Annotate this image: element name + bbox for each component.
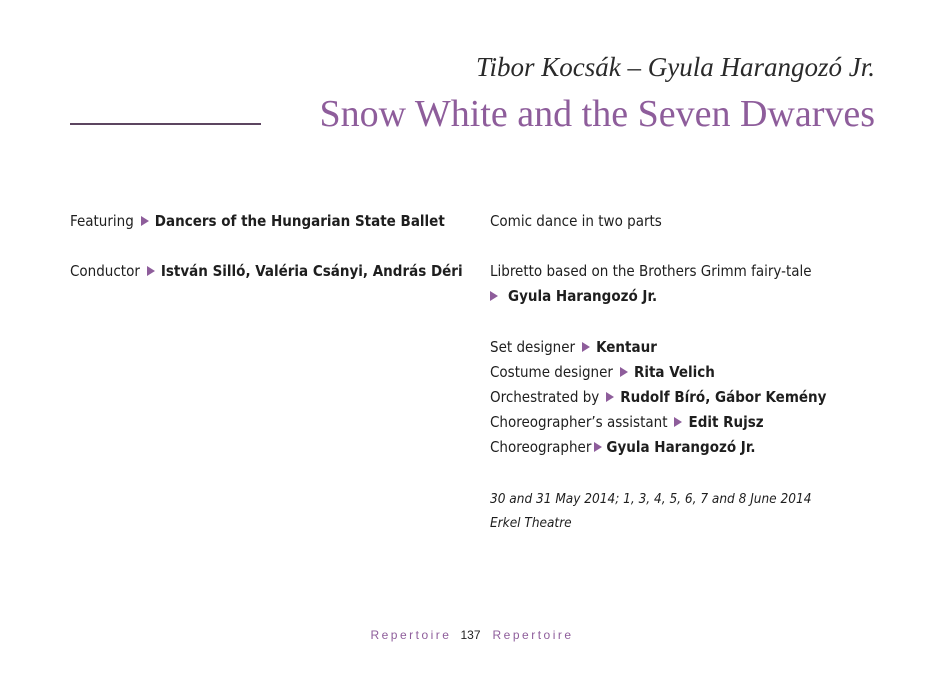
- venue: Erkel Theatre: [490, 515, 572, 531]
- right-triangle-icon: [606, 392, 614, 402]
- right-triangle-icon: [674, 417, 682, 427]
- credit-choreographers-assistant: [490, 413, 764, 431]
- right-triangle-icon: [594, 442, 602, 452]
- right-triangle-icon: [147, 266, 155, 276]
- credit-choreographer: [490, 438, 755, 456]
- credit-set-designer: [490, 338, 657, 356]
- right-triangle-icon: [141, 216, 149, 226]
- credit-label: Choreographer: [490, 438, 592, 456]
- credit-value: Rudolf Bíró, Gábor Kemény: [620, 388, 827, 406]
- credit-value: Dancers of the Hungarian State Ballet: [154, 212, 445, 230]
- authors-line: Tibor Kocsák – Gyula Harangozó Jr.: [475, 52, 875, 82]
- page-footer: [0, 628, 944, 642]
- credit-orchestrated-by: [490, 388, 826, 406]
- credit-costume-designer: [490, 363, 715, 381]
- genre-text: Comic dance in two parts: [490, 212, 662, 230]
- credit-label: Featuring: [70, 212, 134, 230]
- right-triangle-icon: [620, 367, 628, 377]
- credit-value: Edit Rujsz: [688, 413, 764, 431]
- credit-value: Gyula Harangozó Jr.: [508, 287, 658, 305]
- credit-value: Gyula Harangozó Jr.: [606, 438, 756, 456]
- credit-conductor: [70, 262, 463, 280]
- libretto-label: Libretto based on the Brothers Grimm fairy-tale: [490, 262, 812, 280]
- right-triangle-icon: [582, 342, 590, 352]
- credit-featuring: [70, 212, 445, 230]
- footer-section-left: Repertoire: [370, 628, 452, 642]
- libretto-author: [490, 287, 657, 305]
- credit-label: Costume designer: [490, 363, 613, 381]
- title-rule: [70, 123, 261, 125]
- credit-value: István Silló, Valéria Csányi, András Déri: [160, 262, 463, 280]
- credit-label: Orchestrated by: [490, 388, 600, 406]
- credit-value: Rita Velich: [633, 363, 715, 381]
- credit-label: Conductor: [70, 262, 140, 280]
- credit-label: Set designer: [490, 338, 576, 356]
- credit-value: Kentaur: [596, 338, 657, 356]
- credit-label: Choreographer’s assistant: [490, 413, 668, 431]
- page-number: 137: [460, 628, 481, 642]
- page-title: Snow White and the Seven Dwarves: [319, 93, 875, 135]
- right-triangle-icon: [490, 291, 498, 301]
- footer-section-right: Repertoire: [492, 628, 574, 642]
- performance-dates: 30 and 31 May 2014; 1, 3, 4, 5, 6, 7 and 8 June 2014: [490, 491, 812, 507]
